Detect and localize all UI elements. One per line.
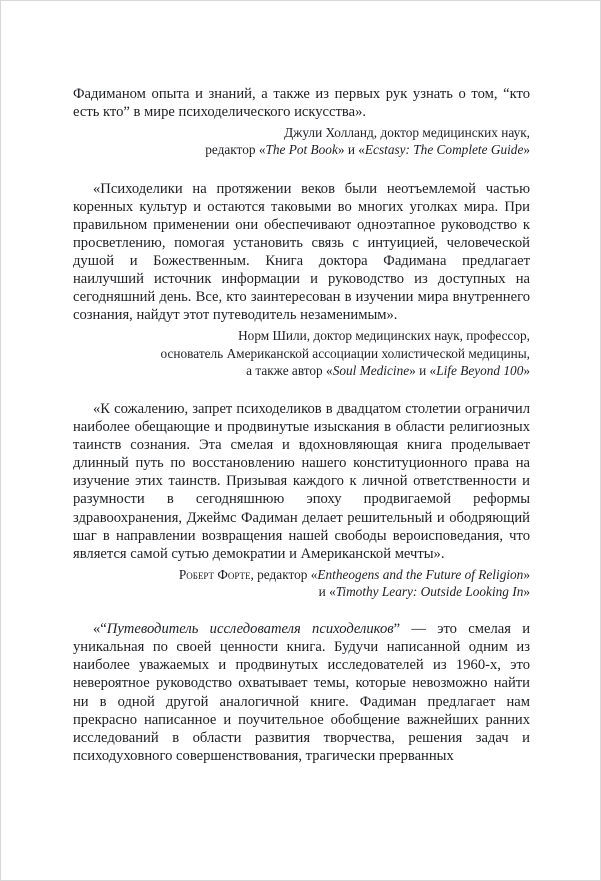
attribution-holland-title-1: The Pot Book (265, 142, 338, 158)
attribution-forte-title-2: Timothy Leary: Outside Looking In (335, 584, 524, 599)
attribution-forte (73, 566, 530, 600)
attribution-shealy-title-2: Life Beyond 100 (436, 362, 524, 378)
spacer (73, 159, 530, 180)
attribution-holland-line-2-prefix: редактор « (205, 142, 266, 158)
spacer (73, 379, 530, 400)
quote-paragraph-final (73, 620, 530, 765)
quote-final-close-quote: ” (393, 621, 401, 638)
quote-final-body: — это смелая и уникальная по своей ценности книга. Будучи написанной одним из наиболее уважаемых и продвинутых исследователей из 1960-х, это невероятное руководство охватывает темы, которые невозможно найти ни в одной другой аналогичной книге. Фадиман предлагает нам прекрасно написанное и поучительное обобщение важнейших ранних исследований в области развития творчества, решения задач и психодуховного совершенствования, трагически прерванных (73, 621, 531, 764)
attribution-forte-name: Роберт Форте (178, 566, 251, 582)
attribution-shealy-line-3-prefix: а также автор « (246, 362, 333, 378)
attribution-shealy-title-1: Soul Medicine (332, 362, 410, 378)
attribution-shealy-line-2: основатель Американской ассоциации холистической медицины, (160, 345, 530, 361)
attribution-shealy-line-1: Норм Шили, доктор медицинских наук, профессор, (238, 328, 530, 344)
quote-final-open-quote: «“ (93, 621, 107, 638)
attribution-shealy-line-3-suffix: » (523, 362, 530, 378)
attribution-holland-title-2: Ecstasy: The Complete Guide (364, 142, 524, 158)
attribution-forte-line-1-suffix: » (523, 566, 530, 582)
quote-paragraph-holland: Фадиманом опыта и знаний, а также из первых рук узнать о том, “кто есть кто” в мире психоделического искусства». (73, 86, 530, 121)
attribution-shealy (73, 327, 530, 379)
quote-paragraph-forte: «К сожалению, запрет психоделиков в двадцатом столетии ограничил наиболее обещающие и продвинутые изыскания в области религиозных таинств сознания. Эта смелая и вдохновляющая книга проделывает длинный путь по восстановлению нашего конституционного права на изучение этих таинств. Призывая каждого к личной ответственности и разумности в сегодняшнюю эпоху продвигаемой реформы здравоохранения, Джеймс Фадиман делает решительный и ободряющий шаг в направлении возвращения нашей свободы вероисповедания, что является самой сутью демократии и Американской мечты». (73, 400, 530, 562)
attribution-holland-line-1: Джули Холланд, доктор медицинских наук, (284, 125, 530, 141)
attribution-holland (73, 124, 530, 158)
text-column (73, 85, 530, 765)
quote-paragraph-shealy: «Психоделики на протяжении веков были неотъемлемой частью коренных культур и остаются таковыми во многих уголках мира. При правильном применении они обеспечивают одноэтапное руководство к просветлению, помогая установить связь с интуицией, человеческой душой и Божественным. Книга доктора Фадимана предлагает наилучший источник информации и руководство из доступных на сегодняшний день. Все, кто заинтересован в изучении мира внутреннего сознания, найдут этот путеводитель незаменимым». (73, 180, 530, 324)
attribution-holland-line-2-suffix: » (523, 142, 530, 158)
spacer (73, 600, 530, 620)
attribution-forte-line-1-middle: , редактор « (250, 566, 318, 582)
attribution-forte-line-2-prefix: и « (318, 584, 336, 599)
attribution-holland-line-2-middle: » и « (337, 142, 365, 158)
quote-final-book-title: Путеводитель исследователя психоделиков (106, 621, 394, 638)
attribution-shealy-line-3-middle: » и « (409, 362, 437, 378)
attribution-forte-title-1: Entheogens and the Future of Religion (317, 566, 524, 582)
attribution-forte-line-2-suffix: » (523, 584, 530, 599)
